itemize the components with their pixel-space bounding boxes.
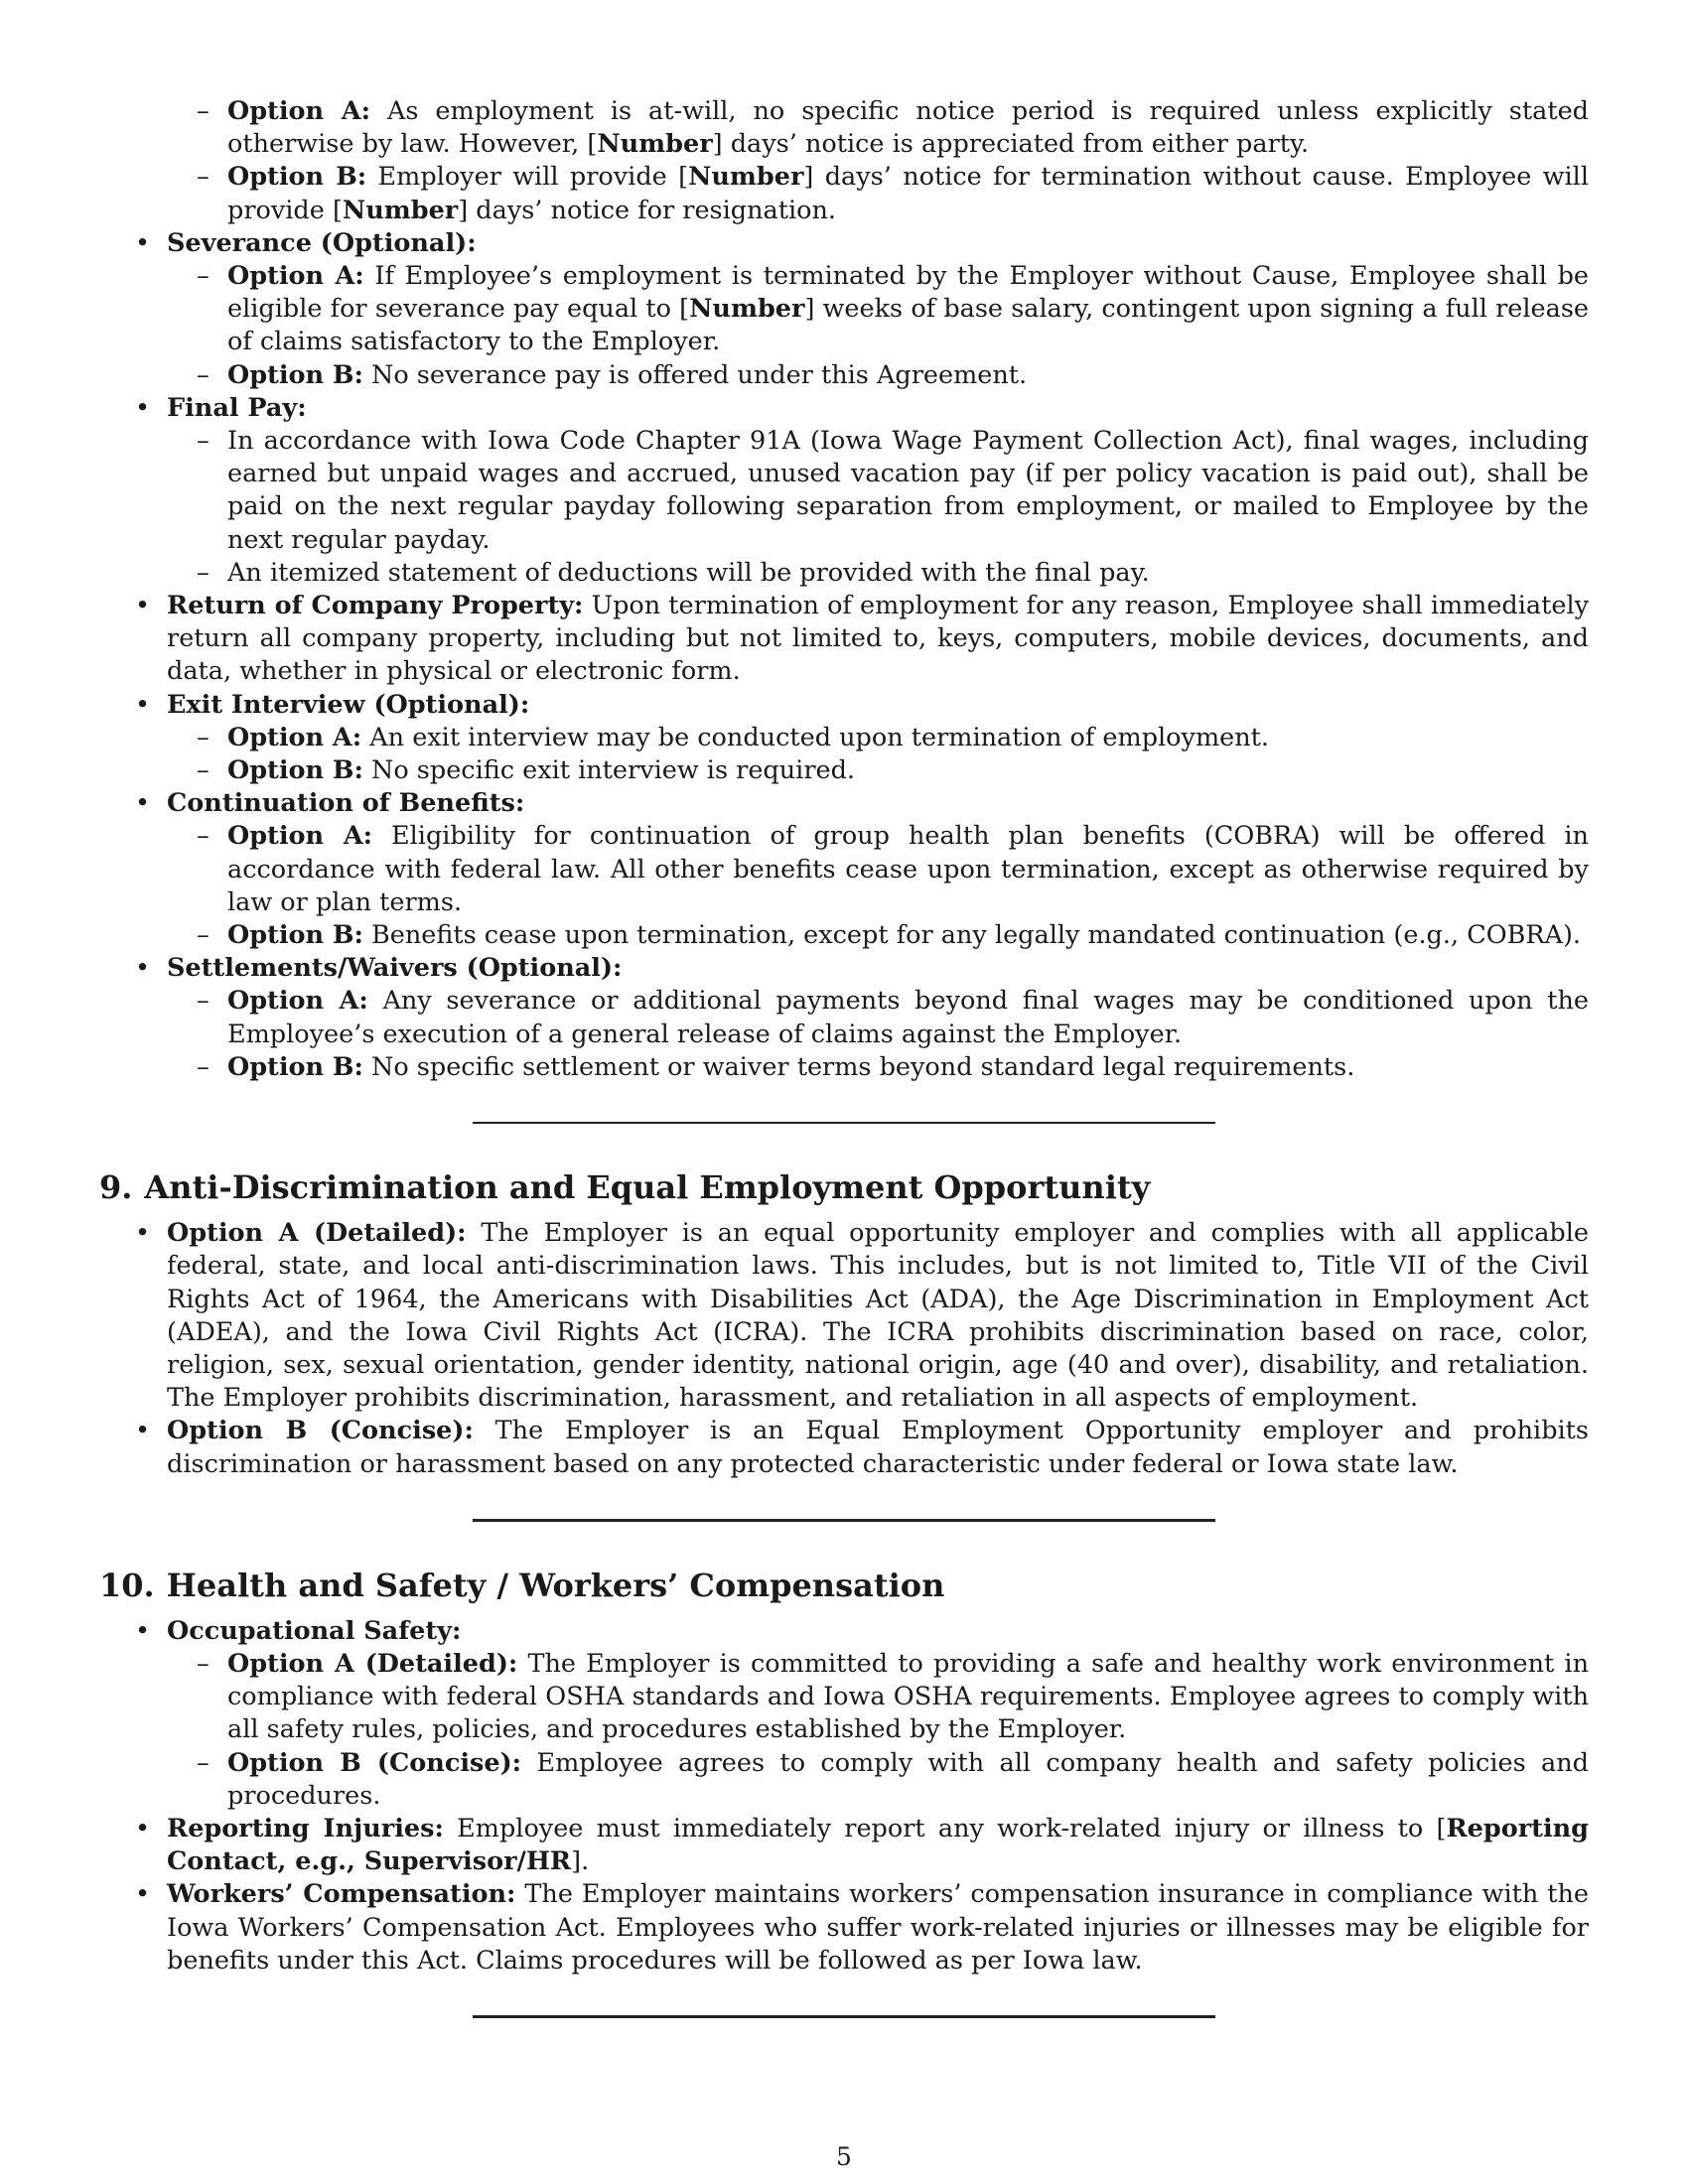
severance-title: Severance (Optional): [167, 227, 477, 258]
notice-option-a: – Option A: As employment is at-will, no specific notice period is required unless explicitly stated otherwise by law. However, [Number] days’ notice is appreciated from either party. [167, 95, 1589, 161]
continuation-benefits-item [99, 787, 1589, 952]
page-number: 5 [836, 2142, 852, 2171]
safety-option-b: – Option B (Concise): Employee agrees to comply with all company health and safety policies and procedures. [167, 1747, 1589, 1813]
section-10-heading: 10. Health and Safety / Workers’ Compensation [99, 1566, 945, 1604]
exit-interview-title: Exit Interview (Optional): [167, 689, 530, 720]
exit-interview-option-b: – Option B: No specific exit interview is required. [167, 754, 1589, 787]
settlements-item [99, 952, 1589, 1084]
section-divider [473, 1122, 1215, 1124]
return-property-title: Return of Company Property: [167, 591, 584, 621]
exit-interview-option-a: – Option A: An exit interview may be conducted upon termination of employment. [167, 722, 1589, 754]
final-pay-title: Final Pay: [167, 392, 307, 423]
severance-item [99, 227, 1589, 392]
section-divider [473, 1519, 1215, 1522]
workers-compensation-item: • Workers’ Compensation: The Employer maintains workers’ compensation insurance in compliance with the Iowa Workers’ Compensation Act. Employees who suffer work-related injuries or illnesses may be eligible for benefits under this Act. Claims procedures will be followed as per Iowa law. [99, 1878, 1589, 1978]
final-pay-detail: – In accordance with Iowa Code Chapter 91A (Iowa Wage Payment Collection Act), final wages, including earned but unpaid wages and accrued, unused vacation pay (if per policy vacation is paid out), shall be paid on the next regular payday following separation from employment, or mailed to Employee by the next regular payday. [167, 425, 1589, 557]
section-divider [473, 2015, 1215, 2018]
exit-interview-item [99, 689, 1589, 788]
severance-option-a: – Option A: If Employee’s employment is terminated by the Employer without Cause, Employee shall be eligible for severance pay equal to [Number] weeks of base salary, contingent upon signing a full release of claims satisfactory to the Employer. [167, 260, 1589, 359]
occupational-safety-item [99, 1615, 1589, 1813]
benefits-option-a: – Option A: Eligibility for continuation of group health plan benefits (COBRA) will be offered in accordance with federal law. All other benefits cease upon termination, except as otherwise required by law or plan terms. [167, 820, 1589, 919]
safety-option-a: – Option A (Detailed): The Employer is committed to providing a safe and healthy work environment in compliance with federal OSHA standards and Iowa OSHA requirements. Employee agrees to comply with all safety rules, policies, and procedures established by the Employer. [167, 1648, 1589, 1747]
benefits-option-b: – Option B: Benefits cease upon termination, except for any legally mandated continuation (e.g., COBRA). [167, 919, 1589, 952]
settlements-option-b: – Option B: No specific settlement or waiver terms beyond standard legal requirements. [167, 1051, 1589, 1084]
severance-option-b: – Option B: No severance pay is offered under this Agreement. [167, 359, 1589, 392]
return-property-item: • Return of Company Property: Upon termination of employment for any reason, Employee shall immediately return all company property, including but not limited to, keys, computers, mobile devices, documents, and data, whether in physical or electronic form. [99, 590, 1589, 689]
settlements-option-a: – Option A: Any severance or additional payments beyond final wages may be conditioned upon the Employee’s execution of a general release of claims against the Employer. [167, 985, 1589, 1050]
settlements-title: Settlements/Waivers (Optional): [167, 953, 623, 984]
document-page [99, 95, 1589, 2018]
section-9-list [99, 1217, 1589, 1481]
termination-list [99, 227, 1589, 1084]
reporting-injuries-item: • Reporting Injuries: Employee must immediately report any work-related injury or illness to [Reporting Contact, e.g., Supervisor/HR]. [99, 1813, 1589, 1878]
section-9-option-a: • Option A (Detailed): The Employer is an equal opportunity employer and complies with all applicable federal, state, and local anti-discrimination laws. This includes, but is not limited to, Title VII of the Civil Rights Act of 1964, the Americans with Disabilities Act (ADA), the Age Discrimination in Employment Act (ADEA), and the Iowa Civil Rights Act (ICRA). The ICRA prohibits discrimination based on race, color, religion, sex, sexual orientation, gender identity, national origin, age (40 and over), disability, and retaliation. The Employer prohibits discrimination, harassment, and retaliation in all aspects of employment. [99, 1217, 1589, 1415]
section-10-list [99, 1615, 1589, 1978]
section-9-option-b: • Option B (Concise): The Employer is an Equal Employment Opportunity employer and prohibits discrimination or harassment based on any protected characteristic under federal or Iowa state law. [99, 1415, 1589, 1480]
continuation-benefits-title: Continuation of Benefits: [167, 788, 525, 819]
notice-option-b: – Option B: Employer will provide [Number] days’ notice for termination without cause. Employee will provide [Number] days’ notice for resignation. [167, 161, 1589, 226]
occupational-safety-title: Occupational Safety: [167, 1615, 462, 1646]
final-pay-statement: – An itemized statement of deductions will be provided with the final pay. [167, 557, 1589, 590]
final-pay-item [99, 392, 1589, 590]
section-9-heading: 9. Anti-Discrimination and Equal Employment Opportunity [99, 1168, 1151, 1207]
termination-notice-options [99, 95, 1589, 227]
